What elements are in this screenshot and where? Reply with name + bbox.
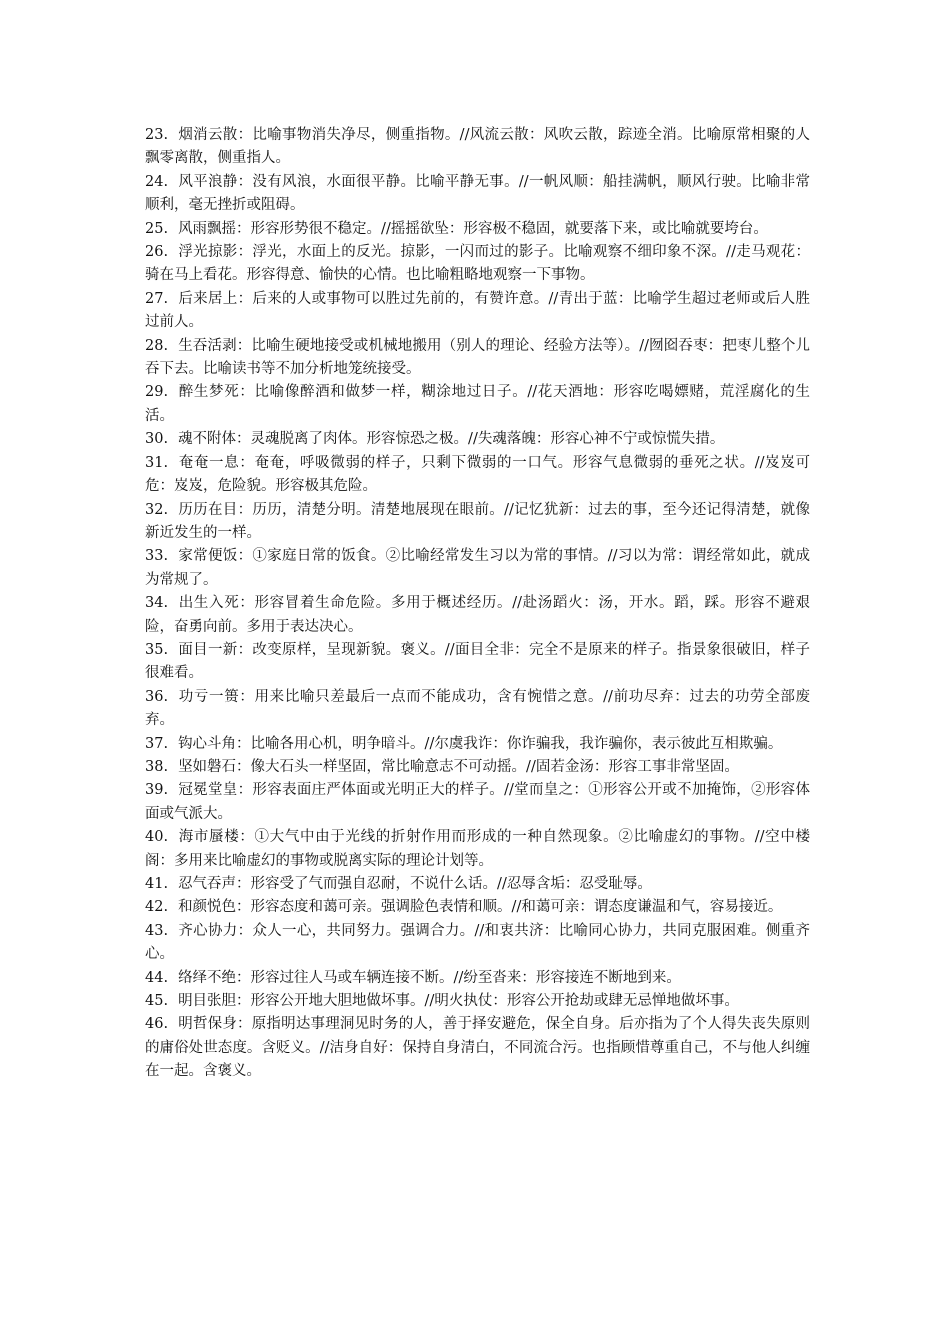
idiom-entry (145, 896, 810, 919)
entry-number: 28. (145, 337, 169, 354)
entry-text: 家常便饭：①家庭日常的饭食。②比喻经常发生习以为常的事情。//习以为常：谓经常如此，就成为常规了。 (145, 548, 810, 588)
entry-number: 46. (145, 1016, 169, 1033)
entry-text: 烟消云散：比喻事物消失净尽，侧重指物。//风流云散：风吹云散，踪迹全消。比喻原常相聚的人飘零离散，侧重指人。 (145, 127, 810, 167)
idiom-entry (145, 686, 810, 733)
entry-number: 30. (145, 431, 169, 448)
entry-text: 醉生梦死：比喻像醉酒和做梦一样，糊涂地过日子。//花天酒地：形容吃喝嫖赌，荒淫腐化的生活。 (145, 384, 810, 424)
entry-number: 37. (145, 735, 169, 752)
entry-text: 和颜悦色：形容态度和蔼可亲。强调脸色表情和顺。//和蔼可亲：谓态度谦温和气，容易接近。 (178, 899, 783, 916)
entry-number: 25. (145, 220, 169, 237)
idiom-list (145, 124, 810, 1084)
entry-number: 33. (145, 548, 169, 565)
entry-number: 44. (145, 969, 169, 986)
idiom-entry (145, 288, 810, 335)
entry-text: 面目一新：改变原样，呈现新貌。褒义。//面目全非：完全不是原来的样子。指景象很破旧，样子很难看。 (145, 641, 810, 682)
entry-text: 忍气吞声：形容受了气而强自忍耐，不说什么话。//忍辱含垢：忍受耻辱。 (178, 876, 652, 892)
idiom-entry (145, 733, 810, 756)
idiom-entry (145, 990, 810, 1013)
idiom-entry (145, 335, 810, 382)
entry-text: 出生入死：形容冒着生命危险。多用于概述经历。//赴汤蹈火：汤，开水。蹈，踩。形容不避艰险，奋勇向前。多用于表达决心。 (145, 595, 810, 635)
entry-number: 32. (145, 501, 169, 518)
entry-text: 明哲保身：原指明达事理洞见时务的人，善于择安避危，保全自身。后亦指为了个人得失丧失原则的庸俗处世态度。含贬义。//洁身自好：保持自身清白，不同流合污。也指顾惜尊重自己，不与他人纠缠在一起。含褒义。 (145, 1016, 810, 1080)
entry-text: 浮光掠影：浮光，水面上的反光。掠影，一闪而过的影子。比喻观察不细印象不深。//走马观花：骑在马上看花。形容得意、愉快的心情。也比喻粗略地观察一下事物。 (145, 244, 810, 284)
entry-text: 风平浪静：没有风浪，水面很平静。比喻平静无事。//一帆风顺：船挂满帆，顺风行驶。比喻非常顺利，毫无挫折或阻碍。 (145, 173, 810, 214)
entry-number: 38. (145, 758, 169, 775)
entry-text: 明目张胆：形容公开地大胆地做坏事。//明火执仗：形容公开抢劫或肆无忌惮地做坏事。 (178, 993, 739, 1010)
entry-number: 31. (145, 454, 169, 471)
idiom-entry (145, 124, 810, 171)
entry-text: 历历在目：历历，清楚分明。清楚地展现在眼前。//记忆犹新：过去的事，至今还记得清楚，就像新近发生的一样。 (145, 501, 810, 541)
idiom-entry (145, 241, 810, 288)
entry-text: 络绎不绝：形容过往人马或车辆连接不断。//纷至沓来：形容接连不断地到来。 (178, 969, 681, 986)
idiom-entry (145, 1013, 810, 1083)
entry-number: 24. (145, 173, 169, 190)
entry-text: 海市蜃楼：①大气中由于光线的折射作用而形成的一种自然现象。②比喻虚幻的事物。//空中楼阁：多用来比喻虚幻的事物或脱离实际的理论计划等。 (145, 829, 810, 869)
entry-number: 43. (145, 922, 169, 939)
entry-number: 40. (145, 829, 169, 846)
idiom-entry (145, 428, 810, 451)
idiom-entry (145, 592, 810, 639)
entry-text: 坚如磐石：像大石头一样坚固，常比喻意志不可动摇。//固若金汤：形容工事非常坚固。 (178, 758, 739, 775)
entry-number: 34. (145, 595, 169, 612)
idiom-entry (145, 545, 810, 592)
idiom-entry (145, 639, 810, 686)
entry-text: 风雨飘摇：形容形势很不稳定。//摇摇欲坠：形容极不稳固，就要落下来，或比喻就要垮台。 (178, 220, 768, 237)
idiom-entry (145, 756, 810, 779)
entry-text: 后来居上：后来的人或事物可以胜过先前的，有赞许意。//青出于蓝：比喻学生超过老师或后人胜过前人。 (145, 290, 810, 331)
entry-text: 生吞活剥：比喻生硬地接受或机械地搬用（别人的理论、经验方法等）。//囫囵吞枣：把枣儿整个儿吞下去。比喻读书等不加分析地笼统接受。 (145, 337, 810, 378)
entry-number: 27. (145, 290, 169, 307)
entry-number: 41. (145, 876, 169, 892)
entry-number: 35. (145, 641, 169, 658)
idiom-entry (145, 171, 810, 218)
idiom-entry (145, 779, 810, 826)
idiom-entry (145, 381, 810, 428)
entry-text: 齐心协力：众人一心，共同努力。强调合力。//和衷共济：比喻同心协力，共同克服困难。侧重齐心。 (145, 922, 810, 963)
entry-number: 42. (145, 899, 169, 916)
entry-text: 魂不附体：灵魂脱离了肉体。形容惊恐之极。//失魂落魄：形容心神不宁或惊慌失措。 (178, 431, 725, 448)
idiom-entry (145, 452, 810, 499)
idiom-entry (145, 873, 810, 896)
entry-number: 26. (145, 244, 169, 261)
entry-number: 36. (145, 688, 169, 705)
idiom-entry (145, 826, 810, 873)
entry-number: 39. (145, 782, 169, 799)
entry-text: 冠冕堂皇：形容表面庄严体面或光明正大的样子。//堂而皇之：①形容公开或不加掩饰，②形容体面或气派大。 (145, 782, 810, 822)
entry-text: 奄奄一息：奄奄，呼吸微弱的样子，只剩下微弱的一口气。形容气息微弱的垂死之状。//岌岌可危：岌岌，危险貌。形容极其危险。 (145, 454, 810, 495)
entry-number: 23. (145, 127, 169, 143)
idiom-entry (145, 499, 810, 546)
entry-text: 功亏一篑：用来比喻只差最后一点而不能成功，含有惋惜之意。//前功尽弃：过去的功劳全部废弃。 (145, 688, 810, 729)
entry-text: 钩心斗角：比喻各用心机，明争暗斗。//尔虞我诈：你诈骗我，我诈骗你，表示彼此互相欺骗。 (178, 735, 783, 752)
entry-number: 29. (145, 384, 169, 401)
idiom-entry (145, 218, 810, 241)
entry-number: 45. (145, 993, 169, 1010)
idiom-entry (145, 920, 810, 967)
idiom-entry (145, 967, 810, 990)
